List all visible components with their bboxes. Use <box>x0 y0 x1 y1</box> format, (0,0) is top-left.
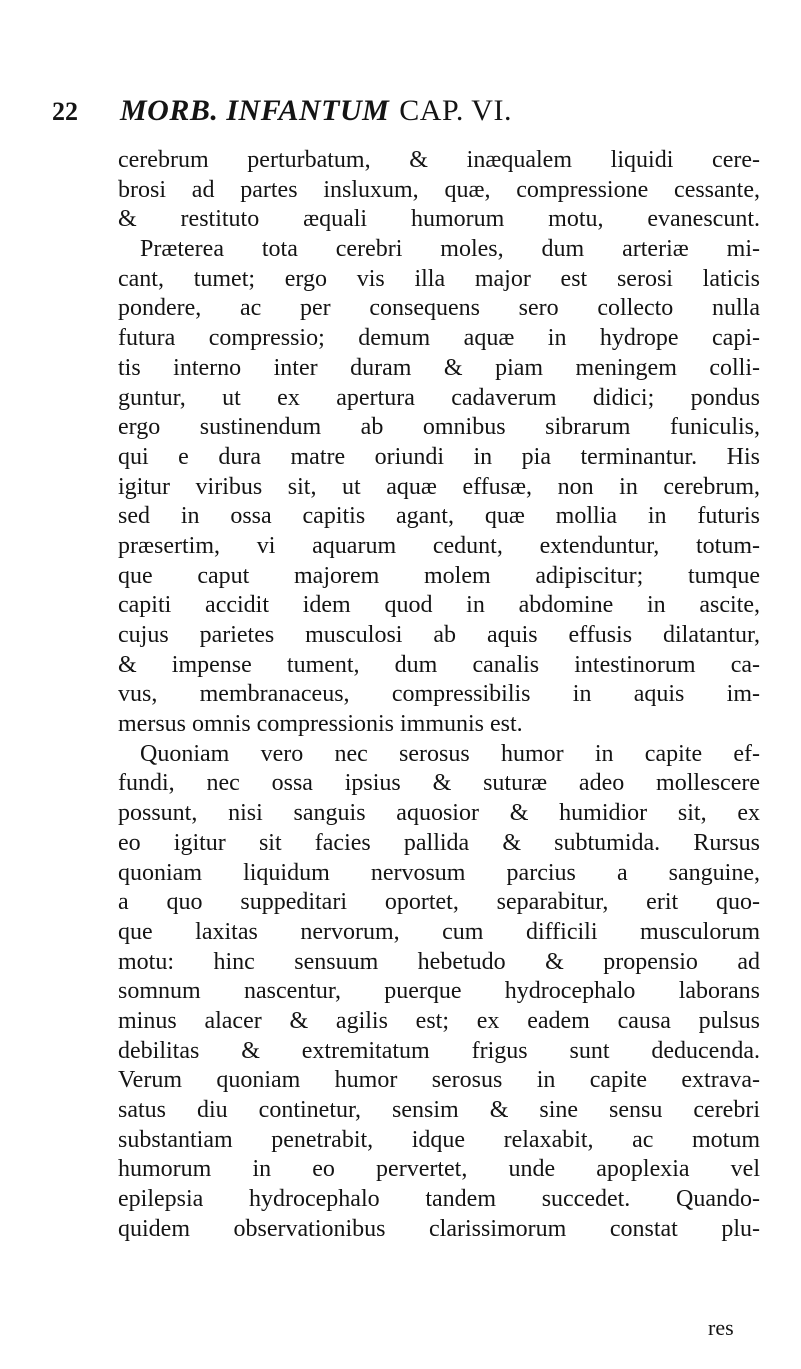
text-line: ergo sustinendum ab omnibus sibrarum funiculis, <box>118 414 760 441</box>
text-line: cant, tumet; ergo vis illa major est serosi laticis <box>118 265 760 292</box>
text-line: qui e dura matre oriundi in pia terminantur. His <box>118 443 760 470</box>
text-line: guntur, ut ex apertura cadaverum didici; pondus <box>118 384 760 411</box>
text-line: satus diu continetur, sensim & sine sensu cerebri <box>118 1097 760 1123</box>
text-line: possunt, nisi sanguis aquosior & humidior sit, ex <box>118 800 760 827</box>
text-line: præsertim, vi aquarum cedunt, extenduntur, totum- <box>118 532 760 559</box>
text-line: minus alacer & agilis est; ex eadem causa pulsus <box>118 1007 760 1034</box>
text-line: mersus omnis compressionis immunis est. <box>118 711 523 738</box>
text-line: que laxitas nervorum, cum difficili musculorum <box>118 918 760 945</box>
text-line: eo igitur sit facies pallida & subtumida. Rursus <box>118 829 760 856</box>
body-text <box>118 146 760 1244</box>
text-line: capiti accidit idem quod in abdomine in ascite, <box>118 592 760 619</box>
text-line: Verum quoniam humor serosus in capite extrava- <box>118 1067 760 1094</box>
text-line: & impense tument, dum canalis intestinorum ca- <box>118 651 760 678</box>
catchword: res <box>708 1315 734 1340</box>
text-line: debilitas & extremitatum frigus sunt deducenda. <box>118 1037 760 1064</box>
text-line: que caput majorem molem adipiscitur; tumque <box>118 562 760 589</box>
running-title-text: MORB. INFANTUM <box>120 94 390 127</box>
text-line: humorum in eo pervertet, unde apoplexia vel <box>118 1156 760 1183</box>
text-line: quoniam liquidum nervosum parcius a sanguine, <box>118 859 760 886</box>
text-line: motu: hinc sensuum hebetudo & propensio ad <box>118 948 760 975</box>
text-line: brosi ad partes insluxum, quæ, compressione cessante, <box>118 176 760 203</box>
text-line: cerebrum perturbatum, & inæqualem liquidi cere- <box>118 147 760 173</box>
text-line: a quo suppeditari oportet, separabitur, erit quo- <box>118 889 760 916</box>
text-line: & restituto æquali humorum motu, evanescunt. <box>118 206 760 233</box>
chapter-label: CAP. VI. <box>399 94 512 127</box>
text-line: somnum nascentur, puerque hydrocephalo laborans <box>118 978 760 1005</box>
page-header <box>52 94 512 134</box>
text-line: pondere, ac per consequens sero collecto nulla <box>118 295 760 322</box>
text-line: vus, membranaceus, compressibilis in aquis im- <box>118 681 760 708</box>
text-line: quidem observationibus clarissimorum constat plu- <box>118 1215 760 1242</box>
running-title <box>120 94 512 128</box>
text-line: igitur viribus sit, ut aquæ effusæ, non in cerebrum, <box>118 473 760 500</box>
text-line: tis interno inter duram & piam meningem colli- <box>118 354 760 381</box>
text-line: Præterea tota cerebri moles, dum arteriæ mi- <box>140 236 760 263</box>
text-line: sed in ossa capitis agant, quæ mollia in futuris <box>118 503 760 530</box>
text-line: futura compressio; demum aquæ in hydrope capi- <box>118 325 760 352</box>
text-line: substantiam penetrabit, idque relaxabit, ac motum <box>118 1126 760 1153</box>
text-line: epilepsia hydrocephalo tandem succedet. Quando- <box>118 1186 760 1213</box>
page-number: 22 <box>52 97 78 126</box>
text-line: cujus parietes musculosi ab aquis effusis dilatantur, <box>118 622 760 648</box>
text-line: fundi, nec ossa ipsius & suturæ adeo mollescere <box>118 770 760 797</box>
text-line: Quoniam vero nec serosus humor in capite ef- <box>140 740 760 767</box>
